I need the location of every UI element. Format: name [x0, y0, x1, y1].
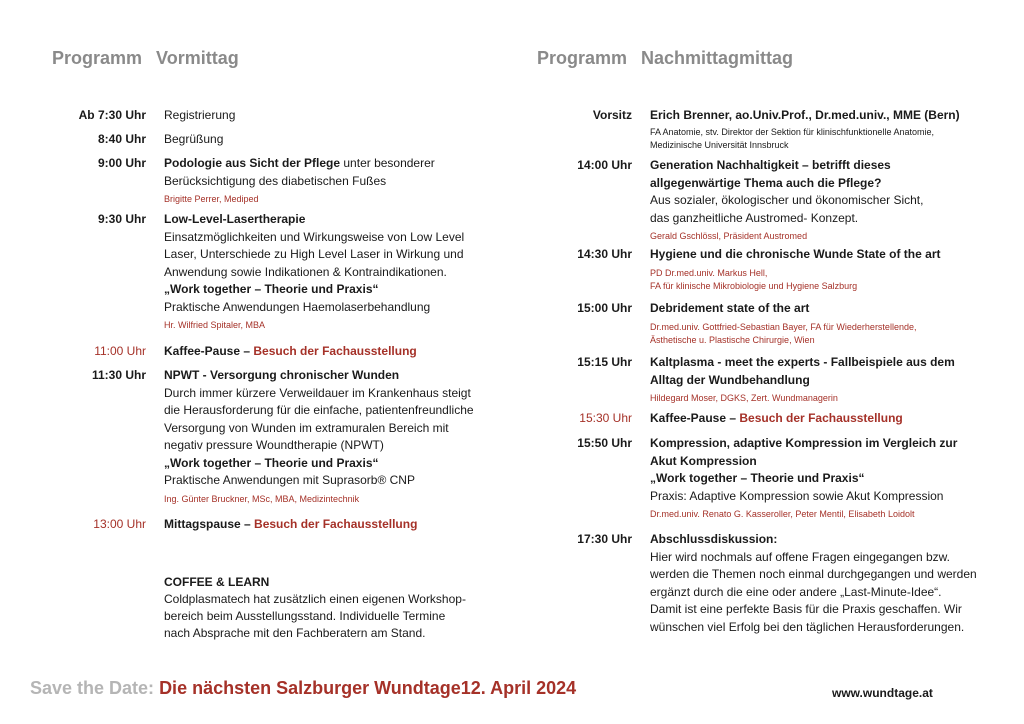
speaker	[650, 230, 923, 243]
program-line	[164, 211, 464, 229]
speaker-line: FA für klinische Mikrobiologie und Hygiene Salzburg	[650, 280, 858, 291]
program-line	[164, 472, 474, 490]
speaker	[164, 319, 464, 332]
speaker-line: Hildegard Moser, DGKS, Zert. Wundmanagerin	[650, 393, 838, 403]
heading-morning	[52, 48, 239, 69]
speaker	[164, 193, 435, 206]
program-line	[650, 372, 955, 390]
program-line-text: Hier wird nochmals auf offene Fragen eingegangen bzw.	[650, 549, 950, 564]
save-the-date-label: Save the Date:	[30, 678, 160, 698]
program-line-text: Praktische Anwendungen Haemolaserbehandlung	[164, 299, 431, 314]
program-line-highlight: Besuch der Fachausstellung	[253, 344, 417, 358]
program-time: 14:30 Uhr	[577, 247, 632, 261]
program-line-text: negativ pressure Woundtherapie (NPWT)	[164, 438, 384, 452]
program-time: 15:30 Uhr	[579, 411, 632, 425]
program-content	[164, 155, 435, 206]
program-line	[164, 246, 464, 264]
program-line-text: Begrüßung	[164, 132, 224, 146]
program-line	[164, 299, 464, 317]
speaker	[164, 493, 474, 506]
program-time: 11:00 Uhr	[94, 344, 146, 358]
speaker-line: PD Dr.med.univ. Markus Hell,	[650, 267, 768, 278]
speaker-line: Brigitte Perrer, Mediped	[164, 194, 259, 204]
program-line	[650, 566, 977, 584]
program-line	[164, 107, 235, 125]
program-content	[650, 157, 923, 243]
program-content	[650, 435, 957, 521]
chair-details	[650, 126, 960, 152]
program-line-highlight: Besuch der Fachausstellung	[254, 517, 418, 531]
program-line	[650, 435, 957, 453]
program-line-text: Anwendung sowie Indikationen & Kontraindikationen.	[164, 264, 447, 279]
program-line-text: wünschen viel Erfolg bei den täglichen Herausforderungen.	[650, 619, 965, 634]
program-line	[650, 470, 957, 488]
program-line-text: Berücksichtigung des diabetischen Fußes	[164, 173, 387, 188]
program-line-bold: Hygiene und die chronische Wunde State of the art	[650, 247, 941, 261]
program-line	[164, 173, 435, 191]
program-line	[650, 192, 923, 210]
program-time: 11:30 Uhr	[91, 368, 146, 382]
program-line-text: Aus sozialer, ökologischer und ökonomischer Sicht,	[650, 193, 924, 207]
speaker	[650, 392, 955, 405]
program-time: 14:00 Uhr	[577, 158, 632, 172]
program-line-bold: Abschlussdiskussion:	[650, 532, 778, 546]
program-line-text: Registrierung	[164, 108, 236, 122]
program-line-bold: Kompression, adaptive Kompression im Vergleich zur	[650, 436, 958, 450]
program-line-text: Einsatzmöglichkeiten und Wirkungsweise von Low Level	[164, 229, 465, 244]
heading-word-1: Programm	[537, 48, 628, 68]
program-line-bold: allgegenwärtige Thema auch die Pflege?	[650, 175, 882, 190]
heading-word-2: Nachmittagmittag	[641, 48, 794, 68]
program-line	[650, 246, 940, 264]
program-content	[164, 367, 474, 506]
heading-word-2: Vormittag	[156, 48, 239, 68]
program-line-bold: Kaffee-Pause –	[650, 411, 740, 425]
speaker	[650, 267, 940, 293]
program-line-bold: „Work together – Theorie und Praxis“	[164, 455, 379, 470]
program-line	[650, 354, 955, 372]
program-content	[650, 246, 940, 293]
program-content	[650, 107, 960, 152]
program-line	[650, 210, 923, 228]
program-line-text: die Herausforderung für die einfache, patientenfreundliche	[164, 403, 474, 417]
program-line-bold: Kaltplasma - meet the experts - Fallbeispiele aus dem	[650, 355, 955, 369]
program-line-bold: Erich Brenner, ao.Univ.Prof., Dr.med.univ., MME (Bern)	[650, 108, 960, 122]
program-line-bold: Mittagspause –	[164, 517, 255, 531]
program-line	[164, 402, 474, 420]
program-line	[650, 531, 977, 549]
program-line	[650, 601, 977, 619]
program-line	[650, 549, 977, 567]
speaker-line: Gerald Gschlössl, Präsident Austromed	[650, 231, 808, 241]
program-time: 13:00 Uhr	[93, 517, 146, 531]
program-line	[164, 229, 464, 247]
program-line	[650, 410, 903, 428]
speaker-line: Ästhetische u. Plastische Chirurgie, Wien	[650, 334, 815, 345]
program-line-bold: Kaffee-Pause –	[164, 344, 254, 358]
program-line-text: Praktische Anwendungen mit Suprasorb® CNP	[164, 473, 415, 487]
coffee-and-learn	[164, 574, 466, 642]
program-content	[164, 343, 417, 361]
coffee-line: nach Absprache mit den Fachberatern am Stand.	[164, 626, 426, 640]
program-line	[164, 155, 435, 173]
program-line	[650, 157, 923, 175]
program-time: Ab 7:30 Uhr	[78, 108, 146, 122]
program-line	[164, 455, 474, 473]
program-line-bold: Akut Kompression	[650, 453, 757, 468]
program-time: Vorsitz	[592, 108, 632, 122]
speaker-line: Dr.med.univ. Renato G. Kasseroller, Peter Mentil, Elisabeth Loidolt	[650, 509, 915, 519]
program-line-bold: „Work together – Theorie und Praxis“	[650, 471, 865, 485]
program-line	[164, 131, 223, 149]
program-line-bold: Generation Nachhaltigkeit – betrifft dieses	[650, 158, 891, 172]
coffee-line: bereich beim Ausstellungsstand. Individuelle Termine	[164, 609, 446, 623]
program-line-highlight: Besuch der Fachausstellung	[739, 411, 903, 425]
website-link[interactable]: www.wundtage.at	[832, 686, 933, 700]
program-line-text: das ganzheitliche Austromed- Konzept.	[650, 210, 859, 225]
program-line-bold: Debridement state of the art	[650, 301, 810, 315]
program-content	[164, 131, 223, 149]
program-content	[164, 516, 417, 534]
save-the-date	[30, 678, 576, 699]
coffee-title: COFFEE & LEARN	[164, 575, 270, 589]
program-line	[650, 584, 977, 602]
program-line	[650, 453, 957, 471]
program-line	[164, 420, 474, 438]
program-line	[164, 516, 417, 534]
program-time: 15:50 Uhr	[577, 436, 632, 450]
program-line-text: Praxis: Adaptive Kompression sowie Akut Kompression	[650, 488, 944, 503]
program-line	[650, 619, 977, 637]
chair-details-line: Medizinische Universität Innsbruck	[650, 139, 789, 150]
program-time: 8:40 Uhr	[97, 132, 146, 146]
save-the-date-text: Die nächsten Salzburger Wundtage12. April 2024	[159, 678, 577, 698]
program-content	[164, 107, 235, 125]
program-time: 15:15 Uhr	[577, 355, 632, 369]
coffee-line: Coldplasmatech hat zusätzlich einen eigenen Workshop-	[164, 592, 466, 606]
program-content	[650, 300, 916, 347]
program-line-text: Damit ist eine perfekte Basis für die Praxis geschaffen. Wir	[650, 602, 962, 616]
program-line-text: Laser, Unterschiede zu High Level Laser in Wirkung und	[164, 247, 464, 261]
program-line-bold: NPWT - Versorgung chronischer Wunden	[164, 368, 400, 382]
program-line-bold: „Work together – Theorie und Praxis“	[164, 282, 379, 296]
heading-afternoon	[537, 48, 793, 69]
program-content	[650, 531, 977, 636]
program-line	[650, 107, 960, 125]
program-line	[650, 488, 957, 506]
speaker-line: Dr.med.univ. Gottfried-Sebastian Bayer, FA für Wiederherstellende,	[650, 321, 917, 332]
program-content	[650, 354, 955, 405]
program-line-text: Durch immer kürzere Verweildauer im Krankenhaus steigt	[164, 385, 471, 400]
program-line-bold: Podologie aus Sicht der Pflege	[164, 156, 341, 170]
program-line-text: Versorgung von Wunden im extramuralen Bereich mit	[164, 420, 449, 435]
program-line	[164, 343, 417, 361]
program-line-text: unter besonderer	[340, 156, 435, 170]
program-line	[164, 281, 464, 299]
speaker-line: Hr. Wilfried Spitaler, MBA	[164, 320, 266, 330]
program-content	[650, 410, 903, 428]
speaker	[650, 508, 957, 521]
program-time: 17:30 Uhr	[577, 532, 632, 546]
heading-word-1: Programm	[52, 48, 143, 68]
program-time: 9:30 Uhr	[97, 212, 146, 226]
program-line	[164, 385, 474, 403]
program-line-text: werden die Themen noch einmal durchgegangen und werden	[650, 567, 977, 581]
program-time: 9:00 Uhr	[97, 156, 146, 170]
program-line-bold: Alltag der Wundbehandlung	[650, 372, 810, 387]
program-time: 15:00 Uhr	[577, 301, 632, 315]
program-line	[164, 264, 464, 282]
program-line	[164, 367, 474, 385]
program-line	[164, 437, 474, 455]
program-line-bold: Low-Level-Lasertherapie	[164, 212, 306, 226]
speaker	[650, 321, 916, 347]
chair-details-line: FA Anatomie, stv. Direktor der Sektion für klinischfunktionelle Anatomie,	[650, 126, 934, 137]
program-line	[650, 300, 916, 318]
speaker-line: Ing. Günter Bruckner, MSc, MBA, Medizintechnik	[164, 493, 360, 504]
program-content	[164, 211, 464, 332]
program-line	[650, 175, 923, 193]
program-line-text: ergänzt durch die eine oder andere „Last-Minute-Idee“.	[650, 584, 942, 599]
